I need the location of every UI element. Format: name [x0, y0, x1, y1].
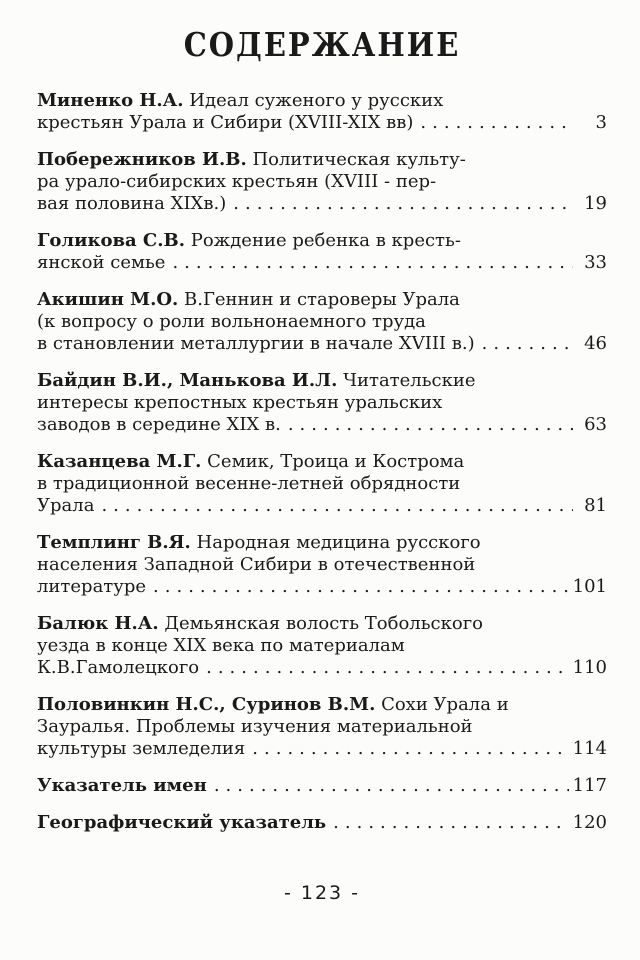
dot-leader	[252, 738, 568, 760]
entry-author: Байдин В.И., Манькова И.Л.	[37, 370, 338, 391]
toc-entry	[37, 532, 607, 598]
toc-entry	[37, 230, 607, 274]
dot-leader	[288, 414, 573, 436]
toc-entry	[37, 289, 607, 355]
toc-entry	[37, 90, 607, 134]
entry-text: в становлении металлургии в начале XVIII в.)	[37, 333, 475, 354]
toc-entries	[37, 90, 607, 834]
entry-author: Миненко Н.А.	[37, 90, 184, 111]
entry-text: культуры земледелия	[37, 738, 246, 759]
toc-line	[37, 112, 607, 134]
toc-line: Половинкин Н.С., Суринов В.М. Сохи Урала и	[37, 694, 509, 715]
toc-line	[37, 657, 607, 679]
toc-line: Байдин В.И., Манькова И.Л. Читательские	[37, 370, 476, 391]
toc-line	[37, 495, 607, 517]
toc-line: Миненко Н.А. Идеал суженого у русских	[37, 90, 444, 111]
entry-page-number: 120	[572, 812, 607, 833]
entry-text: литературе	[37, 576, 147, 597]
toc-line: уезда в конце XIX века по материалам	[37, 635, 405, 656]
dot-leader	[153, 576, 569, 598]
entry-author: Темплинг В.Я.	[37, 532, 191, 553]
current-page-number: - 123 -	[283, 882, 361, 904]
entry-author: Географический указатель	[37, 812, 327, 833]
entry-page-number: 81	[584, 495, 607, 516]
dot-leader	[206, 657, 569, 679]
toc-title: СОДЕРЖАНИЕ	[183, 26, 461, 65]
dot-leader	[214, 775, 569, 797]
entry-page-number: 33	[584, 252, 607, 273]
dot-leader	[420, 112, 573, 134]
toc-entry	[37, 451, 607, 517]
toc-entry	[37, 370, 607, 436]
entry-page-number: 117	[572, 775, 607, 796]
toc-entry	[37, 613, 607, 679]
toc-line	[37, 775, 607, 797]
dot-leader	[482, 333, 573, 355]
dot-leader	[333, 812, 568, 834]
entry-page-number: 19	[584, 193, 607, 214]
toc-line	[37, 576, 607, 598]
toc-line: Зауралья. Проблемы изучения материальной	[37, 716, 473, 737]
dot-leader	[101, 495, 573, 517]
toc-entry	[37, 812, 607, 834]
entry-author: Голикова С.В.	[37, 230, 185, 251]
entry-page-number: 63	[584, 414, 607, 435]
entry-page-number: 46	[584, 333, 607, 354]
entry-author: Половинкин Н.С., Суринов В.М.	[37, 694, 376, 715]
toc-entry	[37, 149, 607, 215]
toc-line: населения Западной Сибири в отечественной	[37, 554, 476, 575]
toc-line: интересы крепостных крестьян уральских	[37, 392, 443, 413]
toc-line: ра урало-сибирских крестьян (XVIII - пер-	[37, 171, 437, 192]
toc-line	[37, 193, 607, 215]
dot-leader	[233, 193, 573, 215]
toc-entry	[37, 775, 607, 797]
toc-entry	[37, 694, 607, 760]
toc-line	[37, 812, 607, 834]
dot-leader	[172, 252, 573, 274]
toc-line: Балюк Н.А. Демьянская волость Тобольского	[37, 613, 483, 634]
entry-author: Побережников И.В.	[37, 149, 247, 170]
toc-line: Казанцева М.Г. Семик, Троица и Кострома	[37, 451, 465, 472]
toc-line: в традиционной весенне-летней обрядности	[37, 473, 461, 494]
entry-author: Балюк Н.А.	[37, 613, 159, 634]
toc-line: Темплинг В.Я. Народная медицина русского	[37, 532, 481, 553]
entry-page-number: 110	[572, 657, 607, 678]
page-footer	[37, 882, 607, 904]
entry-text: К.В.Гамолецкого	[37, 657, 200, 678]
entry-page-number: 3	[595, 112, 607, 133]
toc-line: Акишин М.О. В.Геннин и староверы Урала	[37, 289, 460, 310]
toc-line	[37, 333, 607, 355]
entry-author: Акишин М.О.	[37, 289, 179, 310]
toc-line: (к вопросу о роли вольнонаемного труда	[37, 311, 426, 332]
entry-text: заводов в середине XIX в.	[37, 414, 281, 435]
toc-line: Побережников И.В. Политическая культу-	[37, 149, 466, 170]
entry-text	[37, 812, 326, 834]
entry-page-number: 101	[572, 576, 607, 597]
entry-text: янской семье	[37, 252, 166, 273]
toc-line: Голикова С.В. Рождение ребенка в кресть-	[37, 230, 461, 251]
toc-line	[37, 738, 607, 760]
entry-text: крестьян Урала и Сибири (XVIII-XIX вв)	[37, 112, 414, 133]
entry-author: Казанцева М.Г.	[37, 451, 202, 472]
entry-page-number: 114	[572, 738, 607, 759]
entry-author: Указатель имен	[37, 775, 207, 796]
entry-text	[37, 775, 207, 797]
entry-text: Урала	[37, 495, 95, 516]
toc-line	[37, 414, 607, 436]
toc-line	[37, 252, 607, 274]
entry-text: вая половина XIXв.)	[37, 193, 227, 214]
